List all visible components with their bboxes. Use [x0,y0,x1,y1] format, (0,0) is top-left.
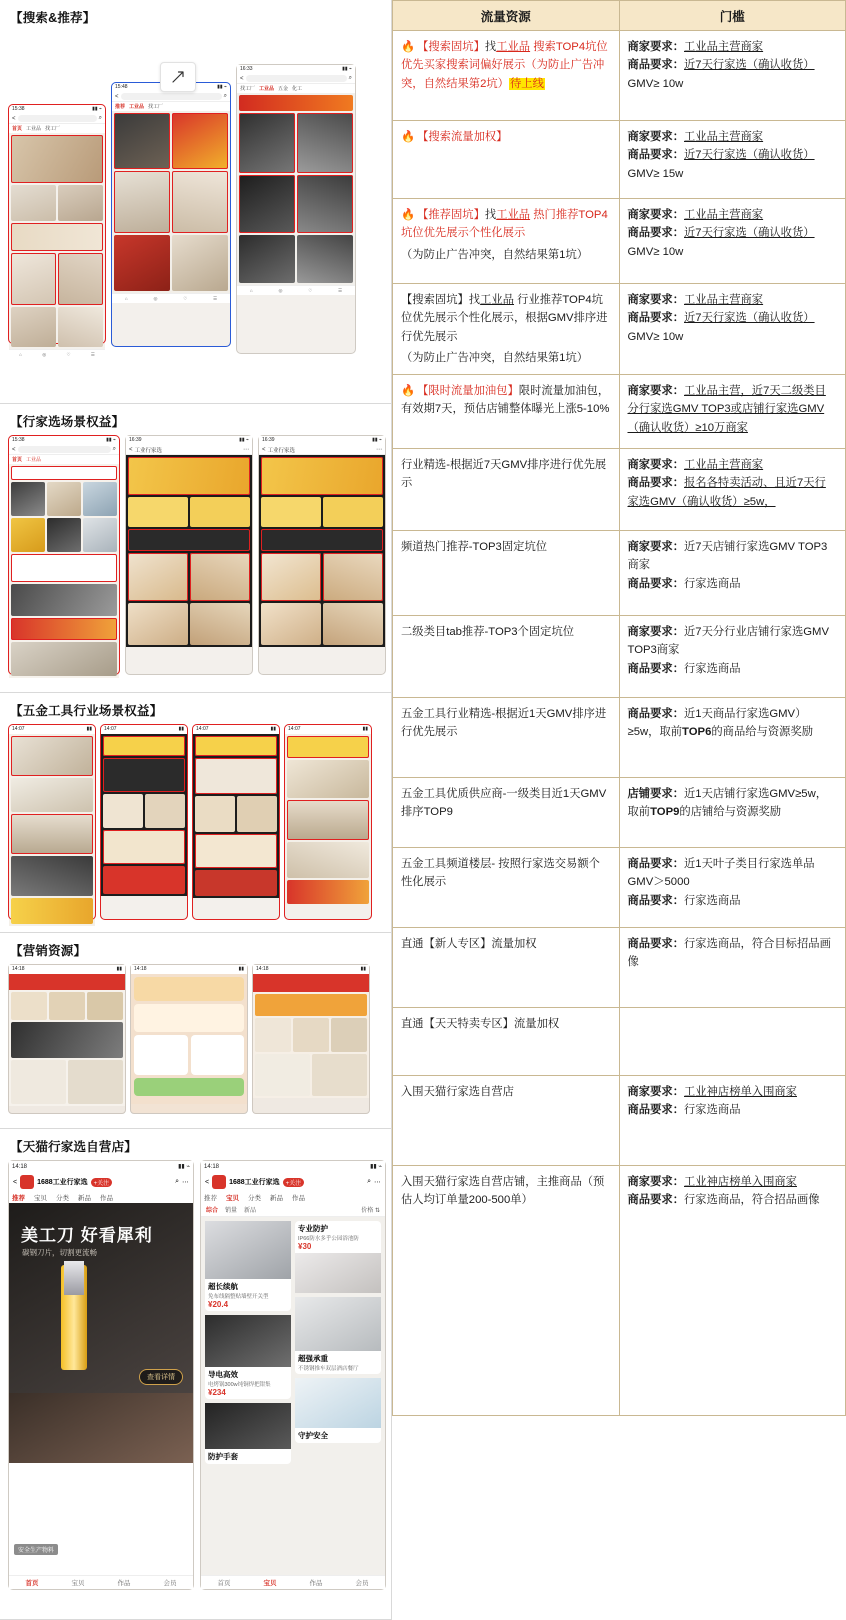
threshold-label: 商品要求： [627,577,684,590]
threshold-line [628,935,838,972]
traffic-text-part: 入围天猫行家选自营店铺，主推商品（预估人均订单量200-500单） [401,1176,605,1207]
tab-strip[interactable]: 推荐 宝贝 分类 新品 作品 [201,1191,385,1203]
table-row [393,1166,846,1416]
threshold-cell [619,848,846,928]
threshold-cell [619,449,846,531]
threshold-cell [619,616,846,698]
threshold-line [628,1083,838,1101]
threshold-line [628,75,838,93]
traffic-text-part: 二级类目tab推荐-TOP3个固定坑位 [401,626,575,639]
threshold-label: 商品要求： [627,662,684,675]
threshold-cell [619,199,846,284]
traffic-text-part: （为防止广告冲突，自然结果第1坑） [401,351,589,364]
traffic-text-part: 工业品 [480,294,515,306]
traffic-text-part: 【推荐固坑】 [417,209,485,221]
threshold-label: 商家要求： [627,626,684,639]
threshold-value: 工业神店榜单入围商家 [684,1176,797,1189]
tab-strip[interactable]: 首页 工业品 [9,455,119,464]
bottom-nav[interactable]: ⌂ ◎ ♡ ☰ [237,285,355,295]
threshold-value: 近7天店铺行家选GMV TOP3商家 [627,541,828,572]
table-row [393,31,846,121]
card-price: ¥20.4 [208,1300,229,1309]
status-bar: 14:18 ▮▮ ⌁ [201,1161,385,1173]
product-card[interactable] [205,1221,291,1311]
section-title: 【营销资源】 [10,944,87,958]
phone-screenshot [192,724,280,920]
banner-detail-button[interactable]: 查看详情 [139,1369,183,1385]
threshold-line [628,328,838,346]
traffic-text-part: 入围天猫行家选自营店 [401,1086,514,1099]
status-bar: 14:18 ▮▮ ⌁ [9,1161,193,1173]
status-bar: 16:33 ▮▮ ⌁ [237,65,355,74]
threshold-value: 近7天行家选（确认收货） [684,59,815,72]
threshold-value: 近7天行家选（确认收货） [684,227,815,240]
traffic-resource-cell [393,31,620,121]
threshold-value: 近1天店铺行家选GMV≥5w，取前TOP9的店铺给与资源奖励 [627,788,828,819]
card-title: 超强承重 [298,1354,328,1363]
threshold-value: 报名各特卖活动、且近7天行家选GMV（确认收货）≥5w， [627,477,826,508]
traffic-text-part: 频道热门推荐-TOP3固定坑位 [401,541,548,554]
threshold-line [628,243,838,261]
threshold-label: 商品要求： [627,894,684,907]
threshold-cell [619,778,846,848]
traffic-resource-cell [393,1008,620,1076]
card-title: 超长续航 [208,1282,238,1291]
traffic-resource-cell [393,121,620,199]
threshold-value: GMV≥ 10w [627,245,684,258]
search-bar[interactable]: < ⌕ [9,114,105,124]
threshold-cell [619,928,846,1008]
table-row [393,531,846,616]
threshold-value: 行家选商品 [684,894,741,907]
product-card[interactable]: 防护手套 [205,1403,291,1464]
threshold-line [628,623,838,660]
table-row [393,284,846,375]
threshold-line [628,785,838,822]
status-bar: 16:39 ▮▮ ⌁ [259,436,385,445]
fire-icon: 🔥 [401,41,416,53]
threshold-label: 店铺要求： [627,788,684,801]
phone-screenshot [125,435,253,675]
search-bar[interactable]: < ⌕ [237,74,355,84]
bottom-nav[interactable]: 首页 宝贝 作品 会员 [201,1575,385,1589]
threshold-line [628,538,838,575]
phone-screenshot: 14:18 ▮▮ ⌁ < 1688工业行家选 +关注 ⌕ ⋯ 推荐 宝贝 分类 新品 作品 综合 销量 新品 价格 ⇅ 超长续航 免布线隔整贴墙壁开关型 ¥20.4 导电高效 电烤锅300w纯铜焊把钳集 ¥234 防护手套 专业防护 IP66防水多乎公园浴池防 ¥30 超强承重 不锈钢推车双层酒店餐厅 守护安全 首页 宝贝 作品 会员 [200,1160,386,1590]
traffic-resource-cell [393,616,620,698]
threshold-line [628,224,838,242]
threshold-line [628,575,838,593]
traffic-text-part: 五金工具优质供应商-一级类目近1天GMV排序TOP9 [401,788,607,819]
table-row [393,616,846,698]
tab-strip[interactable]: 找工厂 工业品 五金 化工 [237,84,355,93]
threshold-cell [619,31,846,121]
threshold-value: 工业品主营商家 [684,131,764,143]
status-bar: 14:18 ▮▮ [9,965,125,974]
section-title: 【行家选场景权益】 [10,415,125,429]
traffic-text-part: 直通【新人专区】流量加权 [401,938,537,951]
status-bar: 14:07 ▮▮ [9,725,95,734]
threshold-label: 商家要求： [627,1176,684,1189]
phone-screenshot [8,724,96,920]
status-bar: 14:18 ▮▮ [253,965,369,974]
product-card[interactable] [205,1315,291,1399]
traffic-text-part: 工业品 [496,41,531,53]
threshold-label: 商家要求： [627,541,684,554]
threshold-value: 工业品主营商家 [684,209,764,221]
bottom-nav[interactable]: 首页 宝贝 作品 会员 [9,1575,193,1589]
status-bar: 14:18 ▮▮ [131,965,247,974]
search-bar[interactable]: < ⌕ [9,445,119,455]
traffic-text-part: 行业精选-根据近7天GMV排序进行优先展示 [401,459,607,490]
threshold-label: 商品要求： [627,1194,684,1207]
fire-icon: 🔥 [401,385,416,398]
threshold-line [628,855,838,892]
card-title: 导电高效 [208,1370,238,1379]
threshold-line [628,38,838,56]
title-bar[interactable]: < 工业行家选 ⋯ [259,445,385,455]
header-traffic: 流量资源 [393,1,620,31]
search-bar[interactable]: < ⌕ [112,92,230,102]
threshold-cell [619,121,846,199]
table-row [393,449,846,531]
traffic-text-part: 限时流量加油包，有效期7天，预估店铺整体曝光上涨5-10% [401,385,610,416]
table-body [393,31,846,1416]
product-card[interactable] [295,1297,381,1374]
threshold-cell [619,1166,846,1416]
threshold-value: 工业品主营商家 [684,41,764,53]
threshold-label: 商品要求： [627,312,684,325]
table-row [393,848,846,928]
status-bar: 16:39 ▮▮ ⌁ [126,436,252,445]
threshold-value: 近7天行家选（确认收货） [684,149,815,162]
phone-screenshot [8,964,126,1114]
threshold-cell [619,1076,846,1166]
traffic-resource-cell [393,698,620,778]
threshold-value: 行家选商品，符合招品画像 [684,1194,820,1207]
tab-strip[interactable]: 推荐 宝贝 分类 新品 作品 [9,1191,193,1203]
table-row [393,199,846,284]
threshold-value: GMV≥ 10w [627,330,684,343]
table-row [393,1008,846,1076]
phone-screenshot [252,964,370,1114]
phone-screenshot [236,64,356,354]
traffic-text-part: 待上线 [509,77,544,90]
card-desc: IP66防水多乎公园浴池防 [298,1236,359,1242]
threshold-label: 商家要求： [627,459,684,472]
traffic-text-part: 搜索TOP4坑位优先买家搜索词偏好展示（为防止广告冲突，自然结果第2坑） [401,41,608,90]
shop-title: 1688工业行家选 [229,1179,280,1186]
table-row [393,375,846,449]
traffic-resource-cell [393,778,620,848]
threshold-label: 商家要求： [627,385,684,398]
card-desc: 电烤锅300w纯铜焊把钳集 [208,1382,271,1388]
table-row [393,121,846,199]
table-row [393,698,846,778]
threshold-line [628,165,838,183]
threshold-label: 商品要求： [627,708,684,721]
threshold-label: 商品要求： [627,149,684,162]
product-card[interactable] [295,1221,381,1293]
gallery-section-marketing [0,933,391,1129]
gallery-section-hardware-tools [0,693,391,933]
threshold-label: 商品要求： [627,938,684,951]
resource-table-panel [392,0,846,1620]
threshold-line [628,1173,838,1191]
phone-screenshot: 14:18 ▮▮ ⌁ < 1688工业行家选 +关注 ⌕ ⋯ 推荐 宝贝 分类 新品 作品 美工刀 好看犀利 碳钢刀片，切割更流畅 查看详情 安全生产物料 首页 宝贝 作品 会员 [8,1160,194,1590]
threshold-line [628,456,838,474]
threshold-label: 商品要求： [627,858,684,871]
threshold-line [628,56,838,74]
threshold-line [628,660,838,678]
threshold-cell [619,531,846,616]
card-desc: 免布线隔整贴墙壁开关型 [208,1294,269,1300]
traffic-text-part: （为防止广告冲突，自然结果第1坑） [401,248,589,261]
table-row [393,1076,846,1166]
threshold-cell [619,375,846,449]
card-price: ¥234 [208,1388,226,1397]
threshold-value: 工业品主营商家 [684,294,764,306]
threshold-value: 行家选商品 [684,1104,741,1117]
phone-screenshot [111,82,231,347]
threshold-cell [619,1008,846,1076]
bottom-nav[interactable]: ⌂ ◎ ♡ ☰ [112,293,230,303]
phone-screenshot [258,435,386,675]
header-threshold: 门槛 [619,1,846,31]
traffic-resource-cell [393,375,620,449]
card-desc: 不锈钢推车双层酒店餐厅 [298,1366,359,1372]
threshold-label: 商家要求： [627,41,684,53]
table-row [393,778,846,848]
resource-table [392,0,846,1416]
traffic-resource-cell [393,1166,620,1416]
section-title: 【天猫行家选自营店】 [10,1140,138,1154]
phone-screenshot [284,724,372,920]
threshold-value: 近1天叶子类目行家选单品GMV＞5000 [627,858,815,889]
status-bar: 14:07 ▮▮ [193,725,279,734]
traffic-text-part: 找 [484,209,497,221]
threshold-value: 近7天分行业店铺行家选GMV TOP3商家 [627,626,829,657]
table-row [393,928,846,1008]
status-bar: 14:07 ▮▮ [285,725,371,734]
shop-title: 1688工业行家选 [37,1179,88,1186]
fire-icon: 🔥 [401,131,416,143]
traffic-text-part: 热门推荐TOP4坑位优先展示个性化展示 [401,209,608,240]
section-title: 【搜索&推荐】 [10,11,96,25]
threshold-label: 商家要求： [627,209,684,221]
threshold-label: 商品要求： [627,59,684,72]
threshold-line [628,128,838,146]
banner-subtitle: 碳钢刀片，切割更流畅 [22,1248,97,1257]
threshold-value: 工业品主营商家 [684,459,764,472]
traffic-resource-cell [393,284,620,375]
banner-title: 美工刀 好看犀利 [21,1226,153,1245]
card-title: 专业防护 [298,1224,328,1233]
traffic-text-part: 直通【天天特卖专区】流量加权 [401,1018,560,1031]
traffic-resource-cell [393,848,620,928]
title-bar[interactable]: < 工业行家选 ⋯ [126,445,252,455]
gallery-section-expert-selection [0,404,391,693]
traffic-text-part: 【限时流量加油包】 [417,385,519,398]
threshold-line [628,309,838,327]
expand-icon[interactable] [160,62,196,92]
traffic-text-part: 找 [484,41,497,53]
phone-screenshot [8,104,106,357]
threshold-line [628,705,838,742]
traffic-resource-cell [393,1076,620,1166]
traffic-text-part: 【搜索固坑】 [417,41,485,53]
status-bar: 15:38 ▮▮ ⌁ [9,105,105,114]
threshold-label: 商品要求： [627,227,684,240]
traffic-text-part: 【搜索流量加权】 [417,131,508,143]
threshold-line [628,474,838,511]
traffic-resource-cell [393,199,620,284]
threshold-label: 商品要求： [627,477,684,490]
threshold-value: GMV≥ 10w [627,77,684,90]
traffic-text-part: 工业品 [496,209,531,221]
threshold-value: GMV≥ 15w [627,167,684,180]
card-price: ¥30 [298,1242,312,1251]
table-header-row [393,1,846,31]
threshold-value: 行家选商品，符合目标招品画像 [627,938,831,969]
threshold-value: 行家选商品 [684,662,741,675]
traffic-resource-cell [393,928,620,1008]
threshold-value: 近7天行家选（确认收货） [684,312,815,325]
threshold-line [628,382,838,437]
threshold-line [628,1191,838,1209]
threshold-line [628,291,838,309]
traffic-resource-cell [393,449,620,531]
gallery-section-search-recommend [0,0,391,404]
threshold-value: 工业品主营，近7天二级类目分行家选GMV TOP3或店铺行家选GMV（确认收货）≥10万商家 [627,385,826,434]
tab-strip[interactable]: 首页 工业品 找工厂 [9,124,105,133]
threshold-label: 商品要求： [627,1104,684,1117]
traffic-text-part: 找 [468,294,481,306]
status-bar: 14:07 ▮▮ [101,725,187,734]
traffic-text-part: 行业推荐TOP4坑位优先展示个性化展示，根据GMV排序进行优先展示 [401,294,608,343]
bottom-nav[interactable]: ⌂ ◎ ♡ ☰ [9,349,105,359]
traffic-resource-cell [393,531,620,616]
phone-screenshot [8,435,120,675]
threshold-label: 商家要求： [627,131,684,143]
threshold-line [628,892,838,910]
section-title: 【五金工具行业场景权益】 [10,704,163,718]
threshold-line [628,146,838,164]
threshold-line [628,206,838,224]
traffic-text-part: 五金工具行业精选-根据近1天GMV排序进行优先展示 [401,708,607,739]
status-bar: 15:48 ▮▮ ⌁ [112,83,230,92]
threshold-label: 商家要求： [627,1086,684,1099]
threshold-value: 行家选商品 [684,577,741,590]
traffic-text-part: 五金工具频道楼层- 按照行家选交易额个性化展示 [401,858,600,889]
gallery-section-tmall-selfrun [0,1129,391,1620]
tab-strip[interactable]: 推荐 工业品 找工厂 [112,102,230,111]
threshold-value: 工业神店榜单入围商家 [684,1086,797,1099]
phone-screenshot [100,724,188,920]
threshold-label: 商家要求： [627,294,684,306]
card-title: 守护安全 [298,1431,328,1440]
screenshot-gallery [0,0,392,1620]
threshold-value: 近1天商品行家选GMV）≥5w，取前TOP6的商品给与资源奖励 [627,708,814,739]
threshold-cell [619,284,846,375]
threshold-cell [619,698,846,778]
phone-screenshot [130,964,248,1114]
threshold-line [628,1101,838,1119]
fire-icon: 🔥 [401,209,416,221]
traffic-text-part: 【搜索固坑】 [401,294,469,306]
status-bar: 15:38 ▮▮ ⌁ [9,436,119,445]
product-card[interactable] [295,1378,381,1443]
